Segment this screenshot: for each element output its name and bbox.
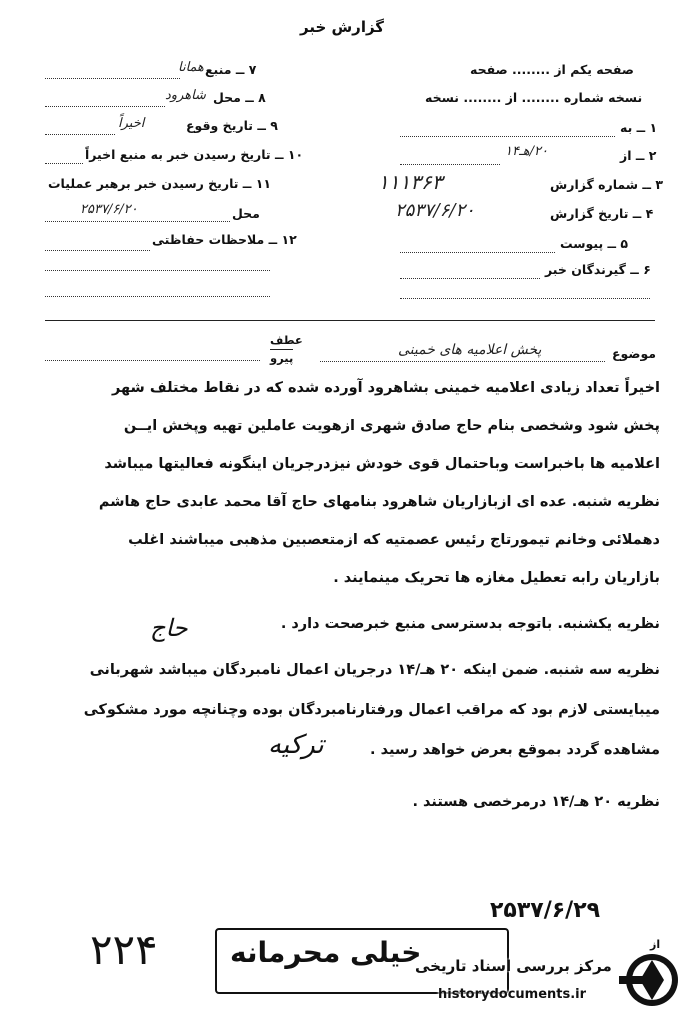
handwritten-initial: حاج: [150, 614, 188, 642]
field-10-dots: [45, 163, 83, 164]
field-8-dots: [45, 106, 165, 107]
field-7-dots: [45, 78, 180, 79]
subject-label: موضوع: [612, 346, 657, 361]
body-line-5: دهملائی وخانم تیمورتاج رئیس عصمتیه که ازمتعصبین مذهبی میباشند اغلب: [128, 532, 660, 548]
watermark-url[interactable]: historydocuments.ir: [438, 987, 587, 1002]
field-9-dots: [45, 134, 115, 135]
field-place-label: محل: [232, 206, 260, 221]
watermark-site-name: مرکز بررسی اسناد تاریخی: [415, 957, 612, 975]
date-stamp: ۲۵۳۷/۶/۲۹: [490, 898, 601, 923]
field-9-value: اخیراً: [118, 116, 145, 131]
field-12-dots-3: [45, 296, 270, 297]
field-6-dots-2: [400, 298, 650, 299]
field-7-source: ۷ ــ منبع: [205, 62, 257, 77]
body-line-6: بازاریان رابه تعطیل مغازه ها تحریک مینمایند .: [333, 570, 660, 586]
field-8-place: ۸ ــ محل: [213, 90, 266, 105]
field-page-count: صفحه یکم از ........ صفحه: [470, 62, 634, 77]
field-4-value: ۲۵۳۷/۶/۲۰: [395, 200, 475, 221]
field-5-attachment: ۵ ــ پیوست: [560, 236, 629, 251]
subject-dots: [320, 361, 605, 362]
field-4-report-date: ۴ ــ تاریخ گزارش: [550, 206, 654, 221]
body-line-3: اعلامیه ها باخبراست وباحتمال قوی خودش نیزدرجریان اینگونه فعالیتها میباشد: [104, 456, 660, 472]
field-3-report-number: ۳ ــ شماره گزارش: [550, 177, 663, 192]
field-6-recipients: ۶ ــ گیرندگان خبر: [545, 262, 651, 277]
body-line-9: میبایستی لازم بود که مراقب اعمال ورفتارنامبردگان بوده وچنانچه مورد مشکوکی: [83, 702, 660, 718]
field-2-from: ۲ ــ از: [620, 148, 657, 163]
body-line-1: اخیراً تعداد زیادی اعلامیه خمینی بشاهرود آورده شده که در نقاط مختلف شهر: [111, 380, 660, 396]
field-1-to: ۱ ــ به: [620, 120, 658, 135]
field-11-dots: [45, 221, 230, 222]
field-12-dots: [45, 250, 150, 251]
field-5-dots: [400, 252, 555, 253]
field-10-source-date: ۱۰ ــ تاریخ رسیدن خبر به منبع اخیراً: [85, 147, 304, 162]
reference-label: عطف: [270, 333, 303, 347]
field-11-operations-date: ۱۱ ــ تاریخ رسیدن خبر برهبر عملیات: [48, 176, 271, 191]
field-12-security-notes: ۱۲ ــ ملاحظات حفاظتی: [152, 232, 297, 247]
classification-stamp-text: خیلی محرمانه: [230, 936, 422, 969]
field-copy-number: نسخه شماره ........ از ........ نسخه: [425, 90, 643, 105]
body-line-8: نظریه سه شنبه. ضمن اینکه ۲۰ هـ/۱۴ درجریان اعمال نامبردگان میباشد شهربانی: [89, 662, 660, 678]
reference-dots: [45, 360, 260, 361]
follow-up-label: پیرو: [270, 351, 294, 365]
body-line-7: نظریه یکشنبه. باتوجه بدسترسی منبع خبرصحت دارد .: [280, 616, 660, 632]
body-line-4: نظریه شنبه. عده ای ازبازاریان شاهرود بنامهای حاج آقا محمد عابدی حاج هاشم: [98, 494, 660, 510]
field-3-value: ۱۱۱۳۶۳: [378, 170, 443, 194]
page-number: ۲۲۴: [90, 925, 158, 974]
page-title: گزارش خبر: [300, 18, 385, 36]
header-separator: [45, 320, 655, 321]
field-11-value: ۲۵۳۷/۶/۲۰: [80, 202, 138, 217]
body-line-2: پخش شود وشخصی بنام حاج صادق شهری ازهویت عاملین تهیه وپخش ایــن: [123, 418, 660, 434]
body-line-10: مشاهده گردد بموقع بعرض خواهد رسید .: [370, 742, 660, 758]
field-7-value: همانا: [178, 60, 204, 75]
archive-logo-icon: [614, 950, 684, 1012]
field-6-dots: [400, 278, 540, 279]
field-12-dots-2: [45, 270, 270, 271]
subject-value: پخش اعلامیه های خمینی: [398, 342, 542, 358]
body-line-11: نظریه ۲۰ هـ/۱۴ درمرخصی هستند .: [412, 794, 660, 810]
field-1-dots: [400, 136, 615, 137]
small-label: از: [650, 938, 661, 951]
field-8-value: شاهرود: [165, 88, 206, 103]
handwritten-signature: ترکیه: [268, 730, 324, 760]
field-9-date: ۹ ــ تاریخ وقوع: [186, 118, 278, 133]
field-2-value: ۲۰/هـ۱۴: [505, 144, 548, 159]
field-2-dots: [400, 164, 500, 165]
